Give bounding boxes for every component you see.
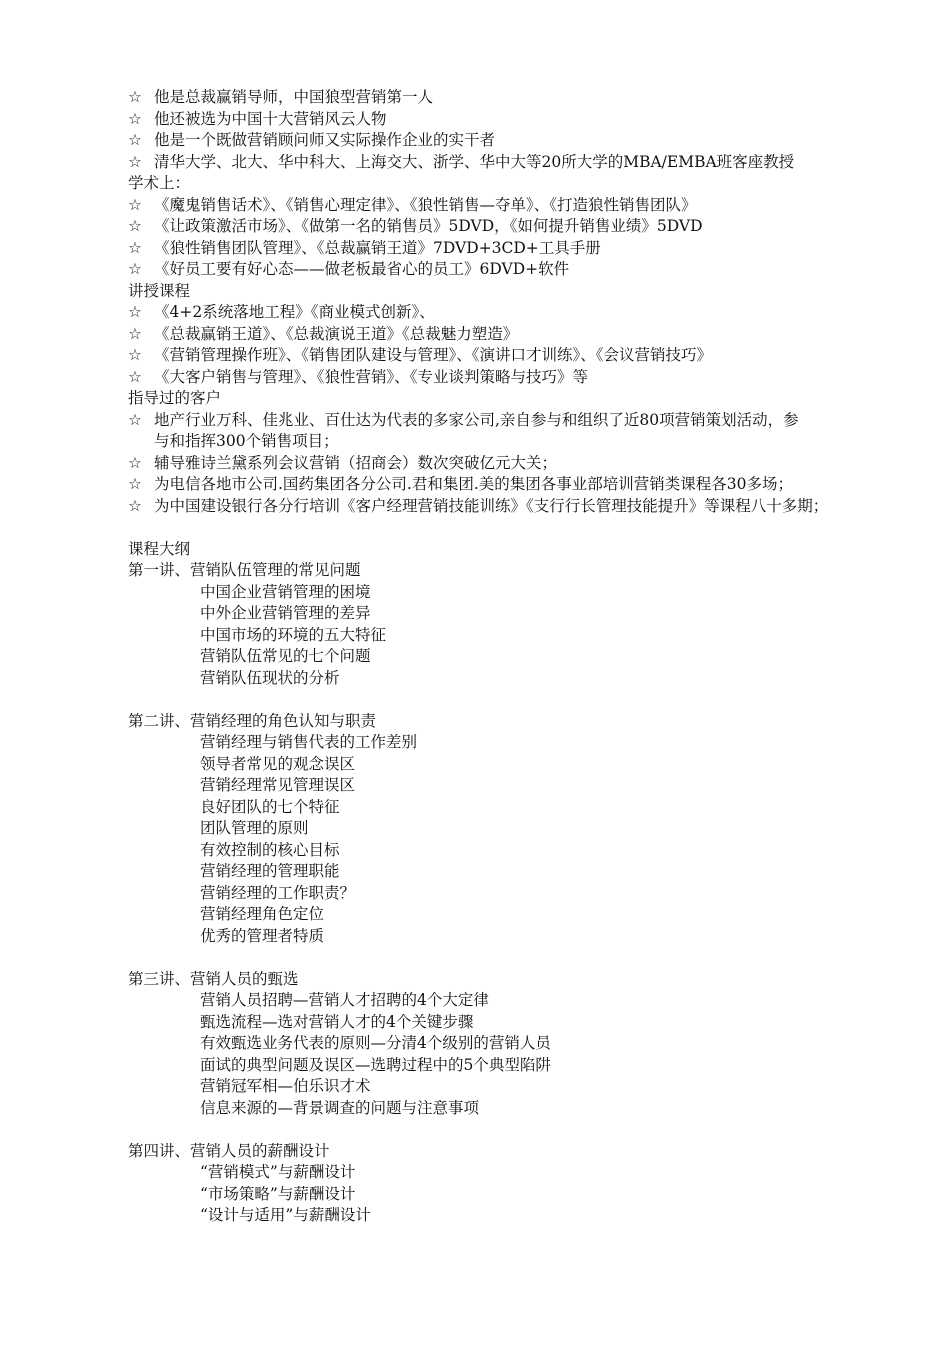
star-icon: ☆ [128, 131, 142, 149]
academic-heading: 学术上： [128, 174, 191, 192]
lecture-topic: 团队管理的原则 [200, 819, 309, 837]
bio-list [128, 87, 938, 173]
star-icon: ☆ [128, 346, 142, 364]
bio-item: ☆ 他是一个既做营销顾问师又实际操作企业的实干者 [128, 130, 938, 152]
lecture-3 [128, 969, 938, 1120]
clients-list [128, 410, 938, 518]
client-item: ☆ 辅导雅诗兰黛系列会议营销（招商会）数次突破亿元大关； [128, 453, 938, 475]
academic-item: ☆ 《好员工要有好心态——做老板最省心的员工》6DVD+软件 [128, 259, 938, 281]
lecture-topic: 甄选流程—选对营销人才的4个关键步骤 [200, 1012, 474, 1031]
lecture-topic: 营销经理与销售代表的工作差别 [200, 733, 418, 751]
spacer [128, 947, 938, 969]
courses-list [128, 302, 938, 388]
academic-item: ☆ 《狼性销售团队管理》、《总裁赢销王道》7DVD+3CD+工具手册 [128, 238, 938, 260]
bio-item: ☆ 他还被选为中国十大营销风云人物 [128, 109, 938, 131]
lecture-topic: 营销队伍常见的七个问题 [200, 647, 371, 665]
bio-item: ☆ 他是总裁赢销导师，中国狼型营销第一人 [128, 87, 938, 109]
lecture-title: 第二讲、营销经理的角色认知与职责 [128, 711, 377, 730]
lecture-topic: 中国企业营销管理的困境 [200, 582, 371, 601]
lecture-1 [128, 560, 938, 689]
client-item: ☆ 为中国建设银行各分行培训《客户经理营销技能训练》《支行行长管理技能提升》等课程八十多期； [128, 496, 938, 518]
spacer [128, 1119, 938, 1141]
star-icon: ☆ [128, 152, 142, 171]
lecture-topic: 营销冠军相—伯乐识才术 [200, 1077, 371, 1095]
star-icon: ☆ [128, 496, 142, 515]
academic-list [128, 195, 938, 281]
lecture-topic: 优秀的管理者特质 [200, 926, 325, 945]
outline-heading: 课程大纲 [128, 539, 191, 558]
client-item: ☆ 地产行业万科、佳兆业、百仕达为代表的多家公司,亲自参与和组织了近80项营销策划活动，参 [128, 410, 938, 432]
clients-heading: 指导过的客户 [128, 389, 222, 407]
lecture-topic: 营销经理的工作职责？ [200, 883, 356, 902]
document-page [128, 87, 938, 1227]
star-icon: ☆ [128, 475, 142, 493]
spacer [128, 689, 938, 711]
course-item: ☆ 《4+2系统落地工程》《商业模式创新》、 [128, 302, 938, 324]
lecture-topic: 营销经理的管理职能 [200, 862, 340, 880]
lecture-topic: 营销经理常见管理误区 [200, 776, 356, 794]
client-item: ☆ 为电信各地市公司.国药集团各分公司.君和集团.美的集团各事业部培训营销类课程各30多场； [128, 474, 938, 496]
spacer [128, 517, 938, 539]
course-item: ☆ 《营销管理操作班》、《销售团队建设与管理》、《演讲口才训练》、《会议营销技巧》 [128, 345, 938, 367]
course-item: ☆ 《大客户销售与管理》、《狼性营销》、《专业谈判策略与技巧》等 [128, 367, 938, 389]
lecture-topic: “营销模式”与薪酬设计 [200, 1163, 356, 1181]
lecture-topic: 良好团队的七个特征 [200, 797, 340, 816]
star-icon: ☆ [128, 88, 142, 106]
star-icon: ☆ [128, 453, 142, 472]
lecture-topic: 营销人员招聘—营销人才招聘的4个大定律 [200, 991, 489, 1009]
lecture-topic: 中外企业营销管理的差异 [200, 604, 371, 622]
star-icon: ☆ [128, 238, 142, 257]
star-icon: ☆ [128, 367, 142, 386]
lecture-title: 第一讲、营销队伍管理的常见问题 [128, 561, 361, 579]
lecture-topic: 有效甄选业务代表的原则—分清4个级别的营销人员 [200, 1034, 551, 1052]
bio-item: ☆ 清华大学、北大、华中科大、上海交大、浙学、华中大等20所大学的MBA/EMBA班客座教授 [128, 152, 938, 174]
lecture-topic: 领导者常见的观念误区 [200, 754, 356, 773]
academic-item: ☆ 《让政策激活市场》、《做第一名的销售员》5DVD，《如何提升销售业绩》5DVD [128, 216, 938, 238]
lecture-4 [128, 1141, 938, 1227]
lecture-title: 第四讲、营销人员的薪酬设计 [128, 1141, 330, 1160]
lecture-topic: 中国市场的环境的五大特征 [200, 625, 387, 644]
star-icon: ☆ [128, 195, 142, 214]
lecture-topic: “设计与适用”与薪酬设计 [200, 1206, 371, 1224]
client-item-continuation: 与和指挥300个销售项目； [154, 432, 339, 450]
lecture-title: 第三讲、营销人员的甄选 [128, 969, 299, 988]
academic-item: ☆ 《魔鬼销售话术》、《销售心理定律》、《狼性销售—夺单》、《打造狼性销售团队》 [128, 195, 938, 217]
lecture-topic: 面试的典型问题及误区—选聘过程中的5个典型陷阱 [200, 1055, 551, 1074]
star-icon: ☆ [128, 410, 142, 429]
courses-heading: 讲授课程 [128, 281, 191, 300]
lecture-topic: “市场策略”与薪酬设计 [200, 1184, 356, 1203]
lecture-topic: 营销经理角色定位 [200, 905, 325, 923]
course-item: ☆ 《总裁赢销王道》、《总裁演说王道》《总裁魅力塑造》 [128, 324, 938, 346]
lecture-topic: 有效控制的核心目标 [200, 840, 340, 859]
star-icon: ☆ [128, 260, 142, 278]
star-icon: ☆ [128, 217, 142, 235]
lecture-2 [128, 711, 938, 948]
lecture-topic: 营销队伍现状的分析 [200, 668, 340, 687]
star-icon: ☆ [128, 324, 142, 343]
star-icon: ☆ [128, 109, 142, 128]
star-icon: ☆ [128, 303, 142, 321]
lecture-topic: 信息来源的—背景调查的问题与注意事项 [200, 1098, 480, 1117]
